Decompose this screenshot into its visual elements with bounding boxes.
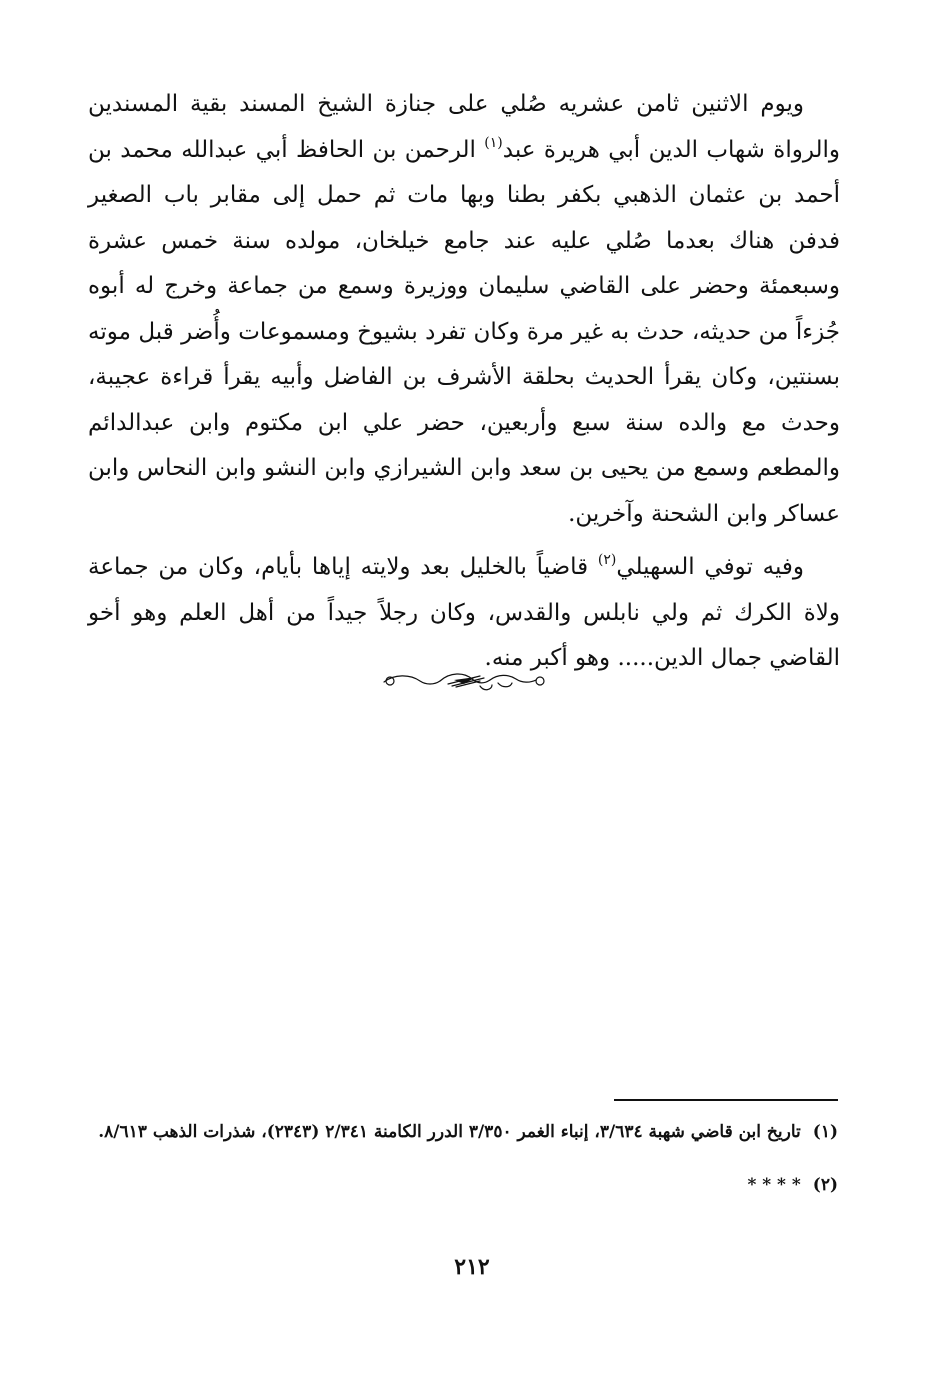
paragraph	[88, 82, 840, 537]
paragraph	[88, 545, 840, 682]
footnote-number: (١)	[812, 1122, 838, 1142]
paragraph-text: ويوم الاثنين ثامن عشريه صُلي على جنازة الشيخ المسند بقية المسندين والرواة شهاب الدين أبي هريرة عبد	[88, 91, 841, 163]
page-number: ٢١٢	[454, 1254, 490, 1280]
footnote	[88, 1171, 838, 1200]
footnote-reference: (١)	[484, 134, 503, 151]
decorative-flourish-icon	[380, 666, 550, 696]
footnote-text: تاريخ ابن قاضي شهبة ٣/٦٣٤، إنباء الغمر ٣/٣٥٠ الدرر الكامنة ٢/٣٤١ (٢٣٤٣)، شذرات الذهب ٨/٦١٣.	[98, 1122, 801, 1142]
footnote	[88, 1118, 838, 1147]
footnote-reference: (٢)	[597, 552, 617, 568]
paragraph-text: وفيه توفي السهيلي	[616, 554, 804, 580]
footnote-text: * * * *	[747, 1175, 801, 1195]
paragraph-text: قاضياً بالخليل بعد ولايته إياها بأيام، وكان من جماعة ولاة الكرك ثم ولي نابلس والقدس، وكان رجلاً جيداً من أهل العلم وهو أخو القاضي جمال الدين..... وهو أكبر منه.	[88, 554, 840, 671]
footnotes	[88, 1118, 838, 1200]
main-text	[88, 82, 840, 682]
footnote-separator	[614, 1099, 838, 1101]
footnote-number: (٢)	[812, 1175, 838, 1195]
paragraph-text: الرحمن بن الحافظ أبي عبدالله محمد بن أحمد بن عثمان الذهبي بكفر بطنا وبها مات ثم حمل إلى مقابر باب الصغير فدفن هناك بعدما صُلي عليه عند جامع خيلخان، مولده سنة خمس عشرة وسبعمئة وحضر على القاضي سليمان ووزيرة وسمع من جماعة وخرج له أبوه جُزءاً من حديثه، حدث به غير مرة وكان تفرد بشيوخ ومسموعات وأُضر قبل موته بسنتين، وكان يقرأ الحديث بحلقة الأشرف بن الفاضل وأبيه يقرأ قراءة عجيبة، وحدث مع والده سنة سبع وأربعين، حضر علي ابن مكتوم وابن عبدالدائم والمطعم وسمع من يحيى بن سعد وابن الشيرازي وابن النشو وابن النحاس وابن عساكر وابن الشحنة وآخرين.	[88, 136, 840, 527]
